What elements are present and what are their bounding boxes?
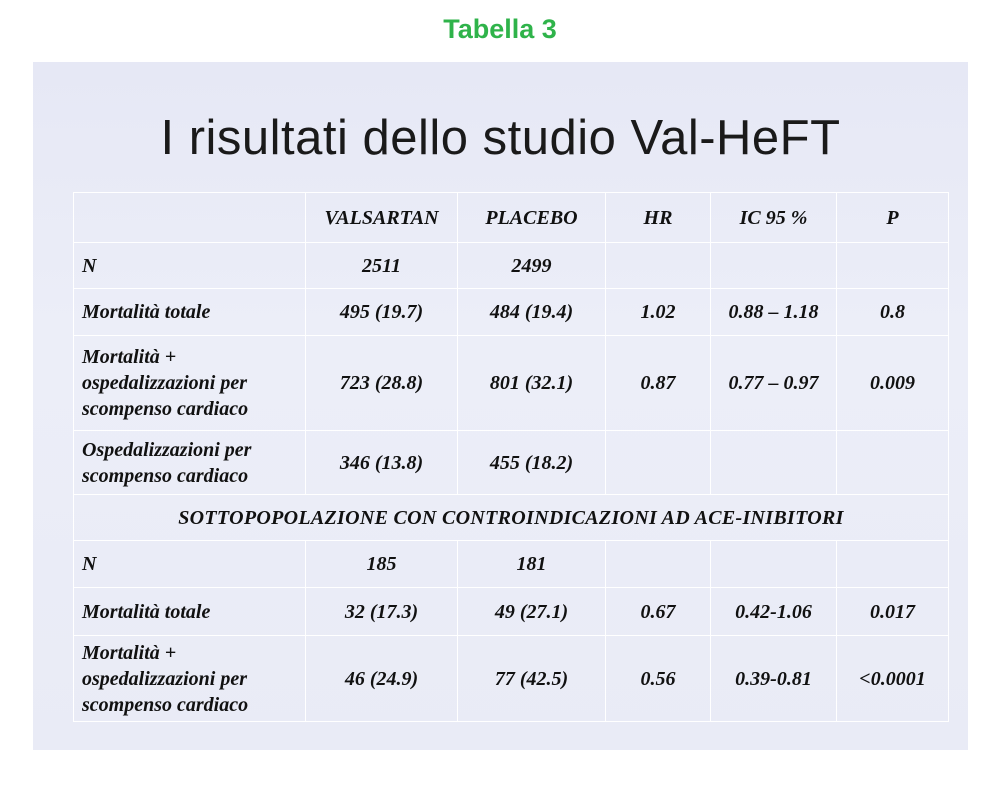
table-cell: 2511 <box>306 243 458 289</box>
row-label: Ospedalizzazioni per scompenso cardiaco <box>74 431 306 495</box>
table-cell: 46 (24.9) <box>306 636 458 722</box>
header-cell-placebo: PLACEBO <box>458 193 606 243</box>
table-cell: 49 (27.1) <box>458 588 606 636</box>
row-label: N <box>74 243 306 289</box>
table-cell: 181 <box>458 541 606 588</box>
table-cell: 455 (18.2) <box>458 431 606 495</box>
header-cell-valsartan: VALSARTAN <box>306 193 458 243</box>
table-cell: 0.42-1.06 <box>711 588 837 636</box>
header-cell-blank <box>74 193 306 243</box>
table-cell <box>837 541 949 588</box>
table-cell: 0.56 <box>606 636 711 722</box>
row-label: Mortalità + ospedalizzazioni per scompenso cardiaco <box>74 336 306 431</box>
table-cell: 484 (19.4) <box>458 289 606 336</box>
table-cell: 2499 <box>458 243 606 289</box>
table-cell <box>711 431 837 495</box>
table-cell: 32 (17.3) <box>306 588 458 636</box>
table-cell: 0.87 <box>606 336 711 431</box>
table-cell: 0.39-0.81 <box>711 636 837 722</box>
table-cell: 0.009 <box>837 336 949 431</box>
results-table <box>73 192 949 722</box>
header-cell-ic95: IC 95 % <box>711 193 837 243</box>
table-cell: 346 (13.8) <box>306 431 458 495</box>
table-row <box>74 588 949 636</box>
table-row <box>74 541 949 588</box>
header-cell-hr: HR <box>606 193 711 243</box>
table-cell <box>711 243 837 289</box>
table-row <box>74 636 949 722</box>
subgroup-section-title: SOTTOPOPOLAZIONE CON CONTROINDICAZIONI AD ACE-INIBITORI <box>74 495 949 541</box>
table-row <box>74 289 949 336</box>
slide-image <box>33 62 968 750</box>
table-cell: 1.02 <box>606 289 711 336</box>
table-cell: 0.017 <box>837 588 949 636</box>
table-caption: Tabella 3 <box>443 14 557 44</box>
table-cell: 0.8 <box>837 289 949 336</box>
table-cell: 77 (42.5) <box>458 636 606 722</box>
table-cell <box>606 541 711 588</box>
table-cell: 723 (28.8) <box>306 336 458 431</box>
table-cell: 0.88 – 1.18 <box>711 289 837 336</box>
table-cell <box>606 431 711 495</box>
header-cell-p: P <box>837 193 949 243</box>
table-cell <box>837 431 949 495</box>
row-label: Mortalità + ospedalizzazioni per scompenso cardiaco <box>74 636 306 722</box>
row-label: Mortalità totale <box>74 289 306 336</box>
table-cell: 801 (32.1) <box>458 336 606 431</box>
table-cell <box>711 541 837 588</box>
table-row <box>74 431 949 495</box>
table-cell: <0.0001 <box>837 636 949 722</box>
table-cell: 495 (19.7) <box>306 289 458 336</box>
table-row <box>74 336 949 431</box>
slide-title: I risultati dello studio Val-HeFT <box>160 111 841 165</box>
table-cell <box>837 243 949 289</box>
row-label: N <box>74 541 306 588</box>
table-row <box>74 243 949 289</box>
table-cell: 185 <box>306 541 458 588</box>
row-label: Mortalità totale <box>74 588 306 636</box>
table-cell: 0.77 – 0.97 <box>711 336 837 431</box>
section-header-row <box>74 495 949 541</box>
table-cell: 0.67 <box>606 588 711 636</box>
table-header-row <box>74 193 949 243</box>
table-cell <box>606 243 711 289</box>
